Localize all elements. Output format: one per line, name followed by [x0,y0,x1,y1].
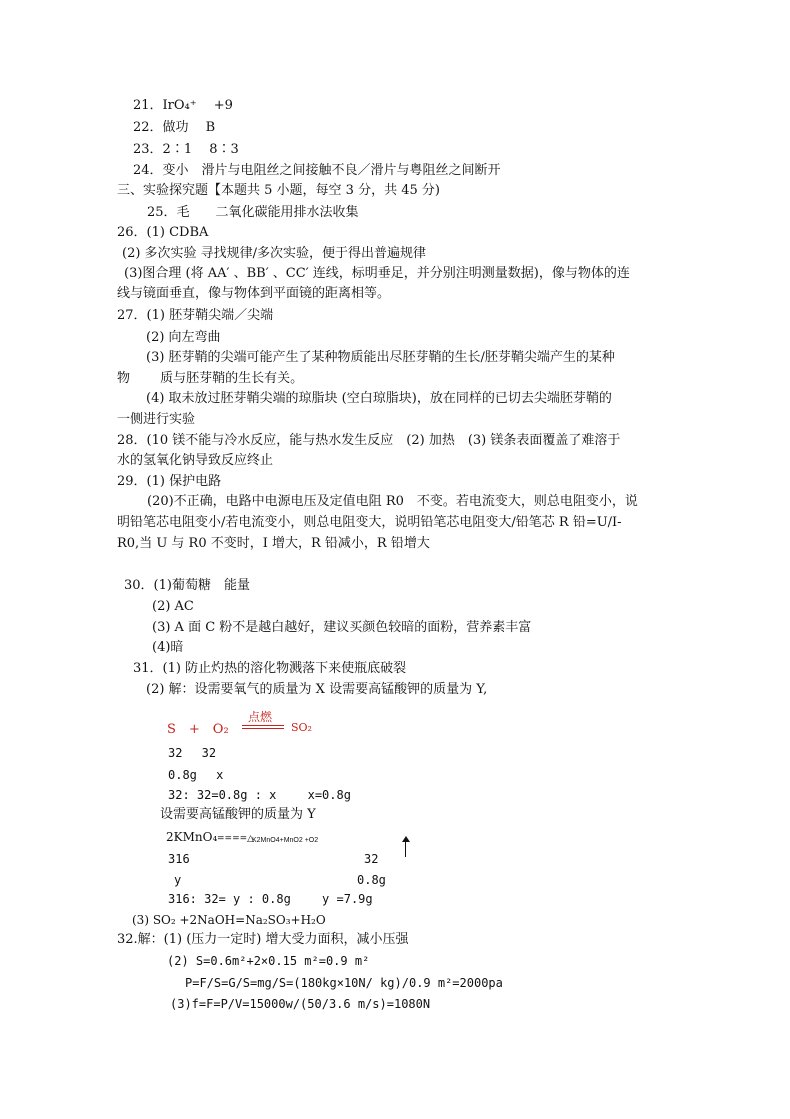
answer-31-2: (2) 解：设需要氧气的质量为 X 设需要高锰酸钾的质量为 Y, [146,682,488,697]
equation-1-mass: 32 32 [168,746,217,760]
section-3-heading: 三、实验探究题【本题共 5 小题，每空 3 分，共 45 分) [117,183,440,198]
answer-27-4: (4) 取未放过胚芽鞘尖端的琼脂块 (空白琼脂块)，放在同样的已切去尖端胚芽鞘的 [146,391,612,406]
answer-30-2: (2) AC [152,599,194,614]
answer-28-cont: 水的氢氧化钠导致反应终止 [117,453,274,468]
answer-30-1: 30．(1)葡萄糖 能量 [124,578,250,593]
equation-2-products: K2MnO4+MnO2 +O2 [252,837,319,844]
answer-32-2: (2) S=0.6m²+2×0.15 m²=0.9 m² [167,954,370,968]
answer-27-1: 27．(1) 胚芽鞘尖端／尖端 [117,308,274,323]
answer-21: 21．IrO₄⁺ +9 [133,98,233,113]
equation-1-condition: 点燃 [248,710,273,724]
answer-29-2: (20)不正确，电路中电源电压及定值电阻 R0 不变。若电流变大，则总电阻变小，说 [147,494,638,509]
answer-32-3: (3)f=F=P/V=15000w/(50/3.6 m/s)=1080N [170,997,431,1011]
equation-2-known: 0.8g [357,873,386,887]
equation-2-heat-sign: ====△ [217,834,255,844]
equation-1-known: 0.8g x [168,768,224,782]
answer-32-2-pressure: P=F/S=G/S=mg/S=(180kg×10N/ kg)/0.9 m²=2000pa [185,976,503,990]
answer-27-3-cont: 物 质与胚芽鞘的生长有关。 [117,371,304,386]
equation-1-product: SO₂ [291,721,312,734]
answer-29-1: 29．(1) 保护电路 [117,474,222,489]
answer-31-1: 31．(1) 防止灼热的溶化物溅落下来使瓶底破裂 [133,661,407,676]
arrow-up-line [405,840,406,857]
equation-1-arrow-line-bottom [242,728,284,729]
answer-26-1: 26．(1) CDBA [117,225,209,240]
equation-1-arrow-line-top [242,725,284,726]
answer-25: 25．毛 二氧化碳能用排水法收集 [147,205,359,220]
equation-1-reactants: S + O₂ [167,722,229,737]
equation-2-unknown: y [174,873,182,887]
answer-30-4: (4)暗 [152,640,184,655]
answer-29-2-cont2: R0,当 U 与 R0 不变时，I 增大，R 铅减小，R 铅增大 [117,536,430,551]
answer-29-2-cont1: 明铅笔芯电阻变小/若电流变小，则总电阻变大，说明铅笔芯电阻变大/铅笔芯 R 铅=U/I- [117,515,622,530]
answer-32-1: 32.解：(1) (压力一定时) 增大受力面积，减小压强 [117,932,409,947]
answer-26-3: (3)图合理 (将 AA′ 、BB′ 、CC′ 连线，标明垂足，并分别注明测量数据)，像与物体的连 [124,266,630,281]
arrow-up-icon [402,836,410,842]
kmno4-intro: 设需要高锰酸钾的质量为 Y [160,807,316,822]
answer-26-2: (2) 多次实验 寻找规律/多次实验，便于得出普遍规律 [122,246,427,261]
answer-31-3: (3) SO₂ +2NaOH=Na₂SO₃+H₂O [132,913,326,927]
equation-1-calc: 32: 32=0.8g : x x=0.8g [168,788,351,802]
answer-24: 24．变小 滑片与电阻丝之间接触不良／滑片与粤阻丝之间断开 [133,163,501,178]
answer-27-2: (2) 向左弯曲 [146,330,221,345]
equation-2-calc: 316: 32= y : 0.8g y =7.9g [168,892,373,906]
equation-2-mass-left: 316 [168,852,190,866]
equation-2-reactant: 2KMnO₄ [166,830,218,844]
answer-30-3: (3) A 面 C 粉不是越白越好，建议买颜色较暗的面粉，营养素丰富 [152,620,532,635]
answer-22: 22．做功 B [133,120,216,135]
answer-26-3-cont: 线与镜面垂直，像与物体到平面镜的距离相等。 [117,286,391,301]
answer-28: 28．(10 镁不能与冷水反应，能与热水发生反应 (2) 加热 (3) 镁条表面覆盖了难溶于 [117,433,621,448]
equation-2-mass-right: 32 [364,852,379,866]
answer-27-3: (3) 胚芽鞘的尖端可能产生了某种物质能出尽胚芽鞘的生长/胚芽鞘尖端产生的某种 [146,350,615,365]
answer-23: 23．2∶1 8∶3 [133,142,239,157]
answer-27-4-cont: 一侧进行实验 [117,412,196,427]
